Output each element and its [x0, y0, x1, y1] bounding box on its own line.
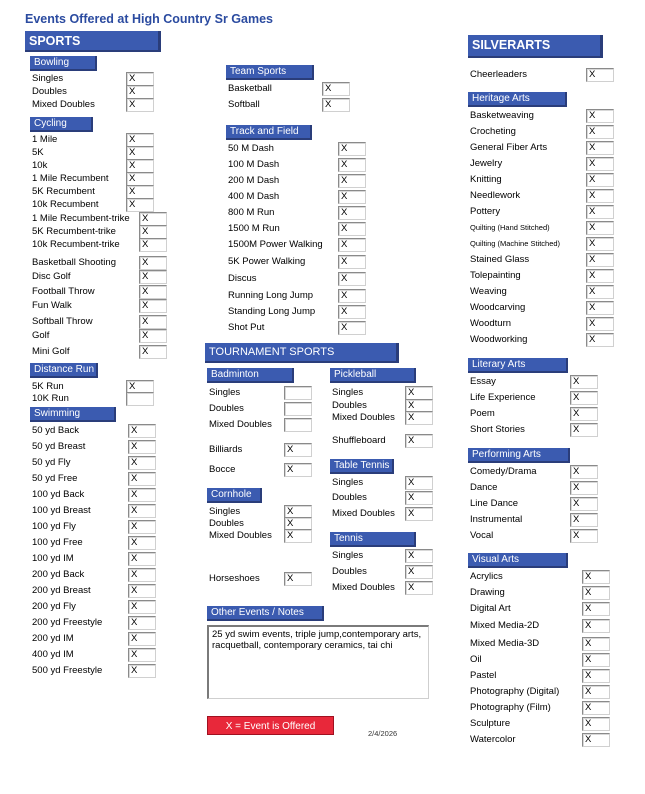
cycling-1-mile-recumbent-trike-label: 1 Mile Recumbent-trike [32, 213, 130, 224]
tennis-header: Tennis [330, 532, 416, 547]
visual-arts-mixed-media-2d-label: Mixed Media-2D [470, 620, 540, 631]
cheer-cheerleaders-checkbox[interactable]: X [586, 68, 614, 82]
heritage-arts-tolepainting-checkbox[interactable]: X [586, 269, 614, 283]
swimming-100-yd-free-label: 100 yd Free [32, 537, 83, 548]
swimming-50-yd-free-label: 50 yd Free [32, 473, 78, 484]
cycling-10k-recumbent-checkbox[interactable]: X [126, 198, 154, 212]
cornhole-header: Cornhole [207, 488, 262, 503]
table-tennis-mixed-doubles-checkbox[interactable]: X [405, 507, 433, 521]
distance-run-5k-run-checkbox[interactable]: X [126, 380, 154, 394]
heritage-arts-header: Heritage Arts [468, 92, 567, 107]
cycling-mini-golf-checkbox[interactable]: X [139, 345, 167, 359]
swimming-200-yd-breast-label: 200 yd Breast [32, 585, 91, 596]
visual-arts-drawing-checkbox[interactable]: X [582, 586, 610, 600]
cycling-1-mile-label: 1 Mile [32, 134, 58, 145]
badminton-singles-label: Singles [209, 387, 241, 398]
cycling-fun-walk-checkbox[interactable]: X [139, 299, 167, 313]
track-field-header: Track and Field [226, 125, 312, 140]
badminton-singles-checkbox[interactable] [284, 386, 312, 400]
tennis-singles-checkbox[interactable]: X [405, 549, 433, 563]
track-field-shot-put-label: Shot Put [228, 322, 265, 333]
literary-arts-essay-label: Essay [470, 376, 496, 387]
cycling-mini-golf-label: Mini Golf [32, 346, 70, 357]
cornhole-doubles-label: Doubles [209, 518, 244, 529]
swimming-100-yd-fly-label: 100 yd Fly [32, 521, 76, 532]
tennis-mixed-doubles-label: Mixed Doubles [332, 582, 395, 593]
silverarts-header: SILVERARTS [468, 35, 603, 58]
swimming-100-yd-fly-checkbox[interactable]: X [128, 520, 156, 534]
performing-arts-dance-checkbox[interactable]: X [570, 481, 598, 495]
visual-arts-mixed-media-2d-checkbox[interactable]: X [582, 619, 610, 633]
swimming-50-yd-back-checkbox[interactable]: X [128, 424, 156, 438]
swimming-50-yd-back-label: 50 yd Back [32, 425, 79, 436]
performing-arts-line-dance-checkbox[interactable]: X [570, 497, 598, 511]
badminton-doubles-checkbox[interactable] [284, 402, 312, 416]
swimming-500-yd-freestyle-label: 500 yd Freestyle [32, 665, 103, 676]
tournament-sports-header: TOURNAMENT SPORTS [205, 343, 399, 363]
swimming-100-yd-im-checkbox[interactable]: X [128, 552, 156, 566]
table-tennis-doubles-checkbox[interactable]: X [405, 491, 433, 505]
literary-arts-poem-label: Poem [470, 408, 495, 419]
cheer-cheerleaders-label: Cheerleaders [470, 69, 528, 80]
visual-arts-mixed-media-3d-checkbox[interactable]: X [582, 637, 610, 651]
visual-arts-photography-digital-label: Photography (Digital) [470, 686, 560, 697]
swimming-400-yd-im-label: 400 yd IM [32, 649, 74, 660]
cycling-disc-golf-checkbox[interactable]: X [139, 270, 167, 284]
cycling-5k-recumbent-label: 5K Recumbent [32, 186, 95, 197]
swimming-100-yd-back-checkbox[interactable]: X [128, 488, 156, 502]
heritage-arts-woodturn-checkbox[interactable]: X [586, 317, 614, 331]
heritage-arts-woodcarving-checkbox[interactable]: X [586, 301, 614, 315]
swimming-100-yd-free-checkbox[interactable]: X [128, 536, 156, 550]
heritage-arts-crocheting-checkbox[interactable]: X [586, 125, 614, 139]
track-field-200-m-dash-checkbox[interactable]: X [338, 174, 366, 188]
swimming-200-yd-back-label: 200 yd Back [32, 569, 85, 580]
cycling-golf-label: Golf [32, 330, 50, 341]
pickleball-header: Pickleball [330, 368, 416, 383]
table-tennis-header: Table Tennis [330, 459, 394, 474]
cycling-10k-checkbox[interactable]: X [126, 159, 154, 173]
cycling-fun-walk-label: Fun Walk [32, 300, 72, 311]
cycling-football-throw-label: Football Throw [32, 286, 95, 297]
team-sports-basketball-checkbox[interactable]: X [322, 82, 350, 96]
bowling-mixed-doubles-checkbox[interactable]: X [126, 98, 154, 112]
literary-arts-poem-checkbox[interactable]: X [570, 407, 598, 421]
track-field-running-long-jump-checkbox[interactable]: X [338, 289, 366, 303]
heritage-arts-needlework-checkbox[interactable]: X [586, 189, 614, 203]
cycling-5k-label: 5K [32, 147, 44, 158]
visual-arts-drawing-label: Drawing [470, 587, 505, 598]
swimming-200-yd-freestyle-checkbox[interactable]: X [128, 616, 156, 630]
heritage-arts-weaving-checkbox[interactable]: X [586, 285, 614, 299]
heritage-arts-woodworking-label: Woodworking [470, 334, 528, 345]
cycling-5k-recumbent-trike-label: 5K Recumbent-trike [32, 226, 116, 237]
heritage-arts-quilting-machine-stitched-checkbox[interactable]: X [586, 237, 614, 251]
visual-arts-mixed-media-3d-label: Mixed Media-3D [470, 638, 540, 649]
track-field-shot-put-checkbox[interactable]: X [338, 321, 366, 335]
cycling-header: Cycling [30, 117, 93, 132]
heritage-arts-crocheting-label: Crocheting [470, 126, 516, 137]
visual-arts-watercolor-checkbox[interactable]: X [582, 733, 610, 747]
visual-arts-digital-art-label: Digital Art [470, 603, 511, 614]
table-tennis-singles-checkbox[interactable]: X [405, 476, 433, 490]
cornhole-mixed-doubles-label: Mixed Doubles [209, 530, 272, 541]
visual-arts-oil-checkbox[interactable]: X [582, 653, 610, 667]
horseshoes-horseshoes-checkbox[interactable]: X [284, 572, 312, 586]
cycling-football-throw-checkbox[interactable]: X [139, 285, 167, 299]
tennis-singles-label: Singles [332, 550, 364, 561]
performing-arts-instrumental-label: Instrumental [470, 514, 523, 525]
cycling-1-mile-recumbent-trike-checkbox[interactable]: X [139, 212, 167, 226]
billiards-billiards-checkbox[interactable]: X [284, 443, 312, 457]
table-tennis-mixed-doubles-label: Mixed Doubles [332, 508, 395, 519]
pickleball-singles-checkbox[interactable]: X [405, 386, 433, 400]
other-events-notes[interactable]: 25 yd swim events, triple jump,contemporary arts, racquetball, contemporary ceramics, tai chi [207, 625, 429, 699]
bowling-mixed-doubles-label: Mixed Doubles [32, 99, 95, 110]
heritage-arts-knitting-checkbox[interactable]: X [586, 173, 614, 187]
track-field-running-long-jump-label: Running Long Jump [228, 290, 314, 301]
cornhole-doubles-checkbox[interactable]: X [284, 517, 312, 531]
swimming-100-yd-breast-checkbox[interactable]: X [128, 504, 156, 518]
visual-arts-watercolor-label: Watercolor [470, 734, 516, 745]
heritage-arts-woodcarving-label: Woodcarving [470, 302, 526, 313]
bowling-singles-checkbox[interactable]: X [126, 72, 154, 86]
badminton-mixed-doubles-checkbox[interactable] [284, 418, 312, 432]
literary-arts-life-experience-checkbox[interactable]: X [570, 391, 598, 405]
horseshoes-horseshoes-label: Horseshoes [209, 573, 260, 584]
heritage-arts-woodturn-label: Woodturn [470, 318, 512, 329]
cycling-1-mile-checkbox[interactable]: X [126, 133, 154, 147]
swimming-50-yd-breast-label: 50 yd Breast [32, 441, 86, 452]
visual-arts-photography-film-checkbox[interactable]: X [582, 701, 610, 715]
performing-arts-line-dance-label: Line Dance [470, 498, 519, 509]
heritage-arts-general-fiber-arts-checkbox[interactable]: X [586, 141, 614, 155]
pickleball-mixed-doubles-label: Mixed Doubles [332, 412, 395, 423]
literary-arts-essay-checkbox[interactable]: X [570, 375, 598, 389]
shuffleboard-shuffleboard-label: Shuffleboard [332, 435, 386, 446]
track-field-1500-m-run-checkbox[interactable]: X [338, 222, 366, 236]
bowling-singles-label: Singles [32, 73, 64, 84]
heritage-arts-basketweaving-checkbox[interactable]: X [586, 109, 614, 123]
track-field-100-m-dash-checkbox[interactable]: X [338, 158, 366, 172]
page-title: Events Offered at High Country Sr Games [25, 12, 273, 26]
cycling-basketball-shooting-label: Basketball Shooting [32, 257, 116, 268]
visual-arts-sculpture-label: Sculpture [470, 718, 511, 729]
visual-arts-photography-digital-checkbox[interactable]: X [582, 685, 610, 699]
literary-arts-short-stories-label: Short Stories [470, 424, 525, 435]
visual-arts-photography-film-label: Photography (Film) [470, 702, 551, 713]
heritage-arts-stained-glass-checkbox[interactable]: X [586, 253, 614, 267]
literary-arts-short-stories-checkbox[interactable]: X [570, 423, 598, 437]
heritage-arts-woodworking-checkbox[interactable]: X [586, 333, 614, 347]
heritage-arts-jewelry-label: Jewelry [470, 158, 503, 169]
visual-arts-header: Visual Arts [468, 553, 568, 568]
bowling-doubles-checkbox[interactable]: X [126, 85, 154, 99]
track-field-400-m-dash-label: 400 M Dash [228, 191, 280, 202]
table-tennis-singles-label: Singles [332, 477, 364, 488]
distance-run-5k-run-label: 5K Run [32, 381, 64, 392]
performing-arts-header: Performing Arts [468, 448, 570, 463]
sports-header: SPORTS [25, 31, 161, 52]
track-field-400-m-dash-checkbox[interactable]: X [338, 190, 366, 204]
heritage-arts-pottery-label: Pottery [470, 206, 501, 217]
cycling-10k-recumbent-label: 10k Recumbent [32, 199, 99, 210]
swimming-500-yd-freestyle-checkbox[interactable]: X [128, 664, 156, 678]
badminton-header: Badminton [207, 368, 294, 383]
tennis-doubles-label: Doubles [332, 566, 367, 577]
track-field-50-m-dash-label: 50 M Dash [228, 143, 274, 154]
team-sports-basketball-label: Basketball [228, 83, 272, 94]
visual-arts-sculpture-checkbox[interactable]: X [582, 717, 610, 731]
pickleball-mixed-doubles-checkbox[interactable]: X [405, 411, 433, 425]
swimming-header: Swimming [30, 407, 116, 422]
heritage-arts-knitting-label: Knitting [470, 174, 502, 185]
swimming-50-yd-free-checkbox[interactable]: X [128, 472, 156, 486]
cycling-softball-throw-checkbox[interactable]: X [139, 315, 167, 329]
swimming-50-yd-fly-label: 50 yd Fly [32, 457, 71, 468]
heritage-arts-pottery-checkbox[interactable]: X [586, 205, 614, 219]
distance-run-10k-run-label: 10K Run [32, 393, 69, 404]
cycling-disc-golf-label: Disc Golf [32, 271, 71, 282]
track-field-standing-long-jump-checkbox[interactable]: X [338, 305, 366, 319]
performing-arts-comedy-drama-label: Comedy/Drama [470, 466, 537, 477]
cycling-golf-checkbox[interactable]: X [139, 329, 167, 343]
document-date: 2/4/2026 [368, 729, 398, 738]
team-sports-softball-checkbox[interactable]: X [322, 98, 350, 112]
track-field-standing-long-jump-label: Standing Long Jump [228, 306, 316, 317]
track-field-800-m-run-checkbox[interactable]: X [338, 206, 366, 220]
swimming-100-yd-back-label: 100 yd Back [32, 489, 85, 500]
swimming-50-yd-fly-checkbox[interactable]: X [128, 456, 156, 470]
cycling-5k-checkbox[interactable]: X [126, 146, 154, 160]
badminton-mixed-doubles-label: Mixed Doubles [209, 419, 272, 430]
cycling-5k-recumbent-trike-checkbox[interactable]: X [139, 225, 167, 239]
track-field-100-m-dash-label: 100 M Dash [228, 159, 280, 170]
swimming-200-yd-im-label: 200 yd IM [32, 633, 74, 644]
swimming-200-yd-back-checkbox[interactable]: X [128, 568, 156, 582]
heritage-arts-general-fiber-arts-label: General Fiber Arts [470, 142, 548, 153]
visual-arts-acrylics-checkbox[interactable]: X [582, 570, 610, 584]
swimming-50-yd-breast-checkbox[interactable]: X [128, 440, 156, 454]
visual-arts-oil-label: Oil [470, 654, 482, 665]
track-field-800-m-run-label: 800 M Run [228, 207, 275, 218]
heritage-arts-quilting-hand-stitched-checkbox[interactable]: X [586, 221, 614, 235]
performing-arts-vocal-label: Vocal [470, 530, 494, 541]
cycling-1-mile-recumbent-checkbox[interactable]: X [126, 172, 154, 186]
cornhole-singles-label: Singles [209, 506, 241, 517]
distance-run-10k-run-checkbox[interactable] [126, 392, 154, 406]
track-field-1500m-power-walking-checkbox[interactable]: X [338, 238, 366, 252]
heritage-arts-quilting-machine-stitched-label: Quilting (Machine Stitched) [470, 239, 561, 248]
cycling-10k-label: 10k [32, 160, 48, 171]
cycling-5k-recumbent-checkbox[interactable]: X [126, 185, 154, 199]
swimming-200-yd-im-checkbox[interactable]: X [128, 632, 156, 646]
team-sports-header: Team Sports [226, 65, 314, 80]
swimming-400-yd-im-checkbox[interactable]: X [128, 648, 156, 662]
cycling-10k-recumbent-trike-checkbox[interactable]: X [139, 238, 167, 252]
cycling-softball-throw-label: Softball Throw [32, 316, 93, 327]
cycling-basketball-shooting-checkbox[interactable]: X [139, 256, 167, 270]
visual-arts-digital-art-checkbox[interactable]: X [582, 602, 610, 616]
heritage-arts-stained-glass-label: Stained Glass [470, 254, 530, 265]
literary-arts-header: Literary Arts [468, 358, 568, 373]
cornhole-singles-checkbox[interactable]: X [284, 505, 312, 519]
performing-arts-dance-label: Dance [470, 482, 498, 493]
visual-arts-pastel-checkbox[interactable]: X [582, 669, 610, 683]
performing-arts-instrumental-checkbox[interactable]: X [570, 513, 598, 527]
track-field-200-m-dash-label: 200 M Dash [228, 175, 280, 186]
bowling-doubles-label: Doubles [32, 86, 67, 97]
tennis-doubles-checkbox[interactable]: X [405, 565, 433, 579]
track-field-1500-m-run-label: 1500 M Run [228, 223, 280, 234]
swimming-200-yd-freestyle-label: 200 yd Freestyle [32, 617, 103, 628]
track-field-5k-power-walking-checkbox[interactable]: X [338, 255, 366, 269]
track-field-1500m-power-walking-label: 1500M Power Walking [228, 239, 323, 250]
table-tennis-doubles-label: Doubles [332, 492, 367, 503]
track-field-discus-checkbox[interactable]: X [338, 272, 366, 286]
performing-arts-comedy-drama-checkbox[interactable]: X [570, 465, 598, 479]
billiards-bocce-checkbox[interactable]: X [284, 463, 312, 477]
pickleball-doubles-label: Doubles [332, 400, 367, 411]
bowling-header: Bowling [30, 56, 97, 71]
other-events-header: Other Events / Notes [207, 606, 324, 621]
distance-run-header: Distance Run [30, 363, 98, 378]
heritage-arts-basketweaving-label: Basketweaving [470, 110, 534, 121]
literary-arts-life-experience-label: Life Experience [470, 392, 536, 403]
swimming-100-yd-breast-label: 100 yd Breast [32, 505, 91, 516]
billiards-billiards-label: Billiards [209, 444, 243, 455]
track-field-5k-power-walking-label: 5K Power Walking [228, 256, 306, 267]
heritage-arts-weaving-label: Weaving [470, 286, 507, 297]
track-field-discus-label: Discus [228, 273, 257, 284]
heritage-arts-needlework-label: Needlework [470, 190, 521, 201]
cycling-1-mile-recumbent-label: 1 Mile Recumbent [32, 173, 109, 184]
swimming-200-yd-fly-label: 200 yd Fly [32, 601, 76, 612]
swimming-100-yd-im-label: 100 yd IM [32, 553, 74, 564]
cornhole-mixed-doubles-checkbox[interactable]: X [284, 529, 312, 543]
pickleball-doubles-checkbox[interactable]: X [405, 399, 433, 413]
heritage-arts-jewelry-checkbox[interactable]: X [586, 157, 614, 171]
billiards-bocce-label: Bocce [209, 464, 236, 475]
swimming-200-yd-breast-checkbox[interactable]: X [128, 584, 156, 598]
legend-badge: X = Event is Offered [207, 716, 334, 735]
badminton-doubles-label: Doubles [209, 403, 244, 414]
pickleball-singles-label: Singles [332, 387, 364, 398]
track-field-50-m-dash-checkbox[interactable]: X [338, 142, 366, 156]
tennis-mixed-doubles-checkbox[interactable]: X [405, 581, 433, 595]
team-sports-softball-label: Softball [228, 99, 260, 110]
heritage-arts-quilting-hand-stitched-label: Quilting (Hand Stitched) [470, 223, 550, 232]
visual-arts-pastel-label: Pastel [470, 670, 497, 681]
swimming-200-yd-fly-checkbox[interactable]: X [128, 600, 156, 614]
heritage-arts-tolepainting-label: Tolepainting [470, 270, 521, 281]
shuffleboard-shuffleboard-checkbox[interactable]: X [405, 434, 433, 448]
performing-arts-vocal-checkbox[interactable]: X [570, 529, 598, 543]
visual-arts-acrylics-label: Acrylics [470, 571, 503, 582]
cycling-10k-recumbent-trike-label: 10k Recumbent-trike [32, 239, 120, 250]
